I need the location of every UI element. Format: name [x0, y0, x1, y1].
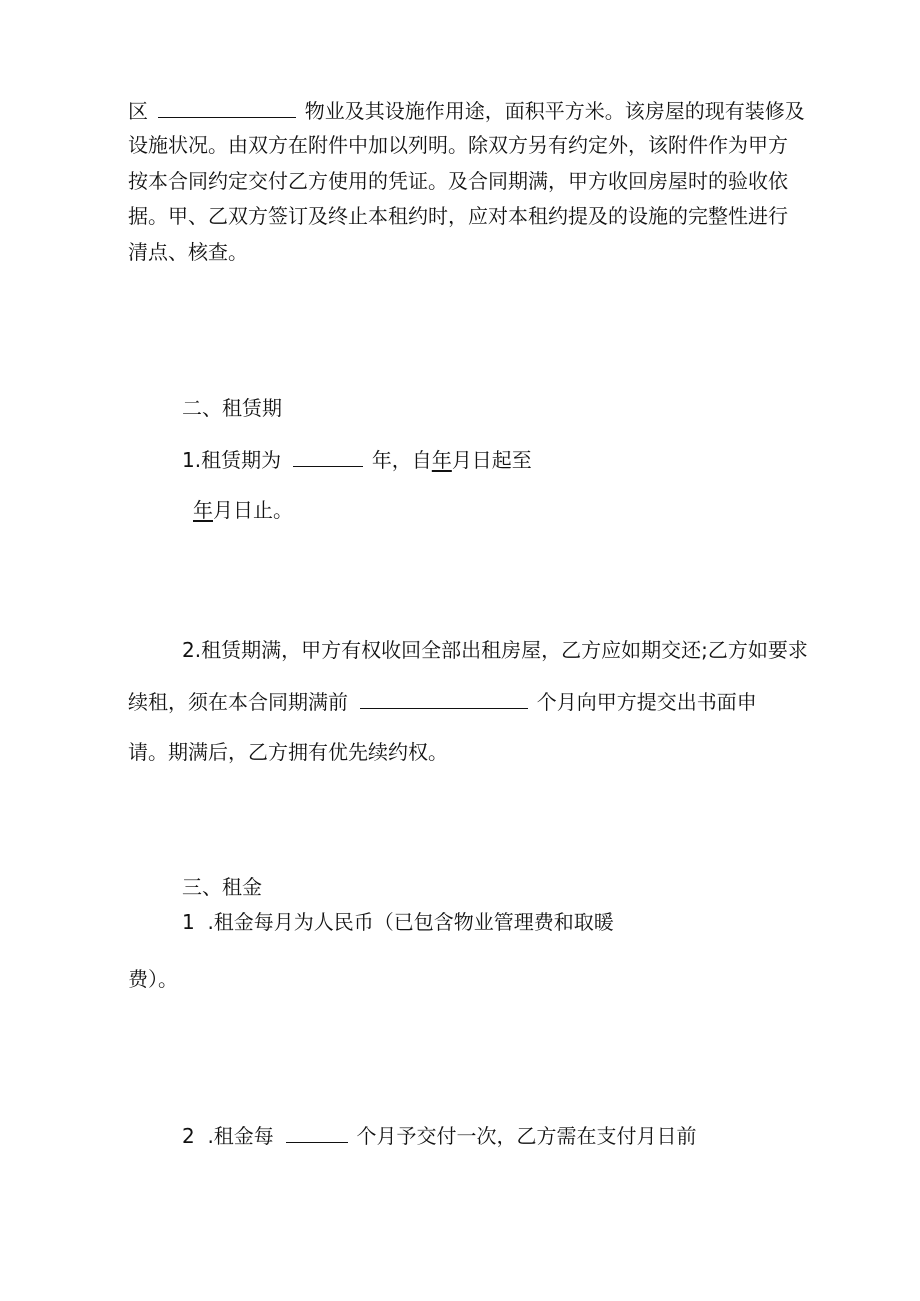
rent-item-2	[182, 1123, 697, 1148]
rent-item-1-line-2: 费）。	[128, 967, 178, 991]
intro-line-2: 设施状况。由双方在附件中加以列明。除双方另有约定外，该附件作为甲方	[128, 133, 788, 157]
intro-line-1	[128, 98, 805, 123]
rent-payment-prefix: 2 .租金每	[182, 1124, 274, 1148]
lease-expiry-line-2	[128, 689, 757, 714]
district-blank[interactable]	[158, 98, 296, 118]
section-2-heading: 二、租赁期	[182, 396, 282, 420]
rent-payment-suffix: 个月予交付一次，乙方需在支付月日前	[356, 1124, 697, 1148]
renewal-notice-prefix: 续租，须在本合同期满前	[128, 690, 348, 714]
section-3-heading: 三、租金	[182, 875, 262, 899]
renewal-notice-suffix: 个月向甲方提交出书面申	[536, 690, 757, 714]
lease-years-blank[interactable]	[293, 447, 363, 467]
lease-expiry-line-3: 请。期满后，乙方拥有优先续约权。	[128, 740, 448, 764]
lease-term-label: 1.租赁期为	[182, 448, 282, 472]
rent-item-1-line-1: 1 .租金每月为人民币（已包含物业管理费和取暖	[182, 910, 614, 934]
intro-line-4: 据。甲、乙双方签订及终止本租约时，应对本租约提及的设施的完整性进行	[128, 204, 788, 228]
intro-line-3: 按本合同约定交付乙方使用的凭证。及合同期满，甲方收回房屋时的验收依	[128, 169, 788, 193]
start-year-underlined: 年	[431, 448, 452, 472]
district-label: 区	[128, 99, 148, 123]
lease-term-mid: 年，自	[371, 448, 432, 472]
end-year-underlined: 年	[193, 498, 213, 522]
lease-expiry-line-1: 2.租赁期满，甲方有权收回全部出租房屋，乙方应如期交还;乙方如要求	[182, 638, 808, 662]
intro-line-1-text: 物业及其设施作用途，面积平方米。该房屋的现有装修及	[304, 99, 805, 123]
lease-term-suffix: 月日起至	[451, 448, 532, 472]
renewal-months-blank[interactable]	[360, 689, 528, 709]
lease-term-item-1	[182, 447, 532, 472]
lease-end-suffix: 月日止。	[213, 498, 293, 522]
payment-interval-blank[interactable]	[286, 1123, 348, 1143]
lease-term-item-1-cont	[193, 498, 293, 522]
intro-line-5: 清点、核查。	[128, 240, 248, 264]
